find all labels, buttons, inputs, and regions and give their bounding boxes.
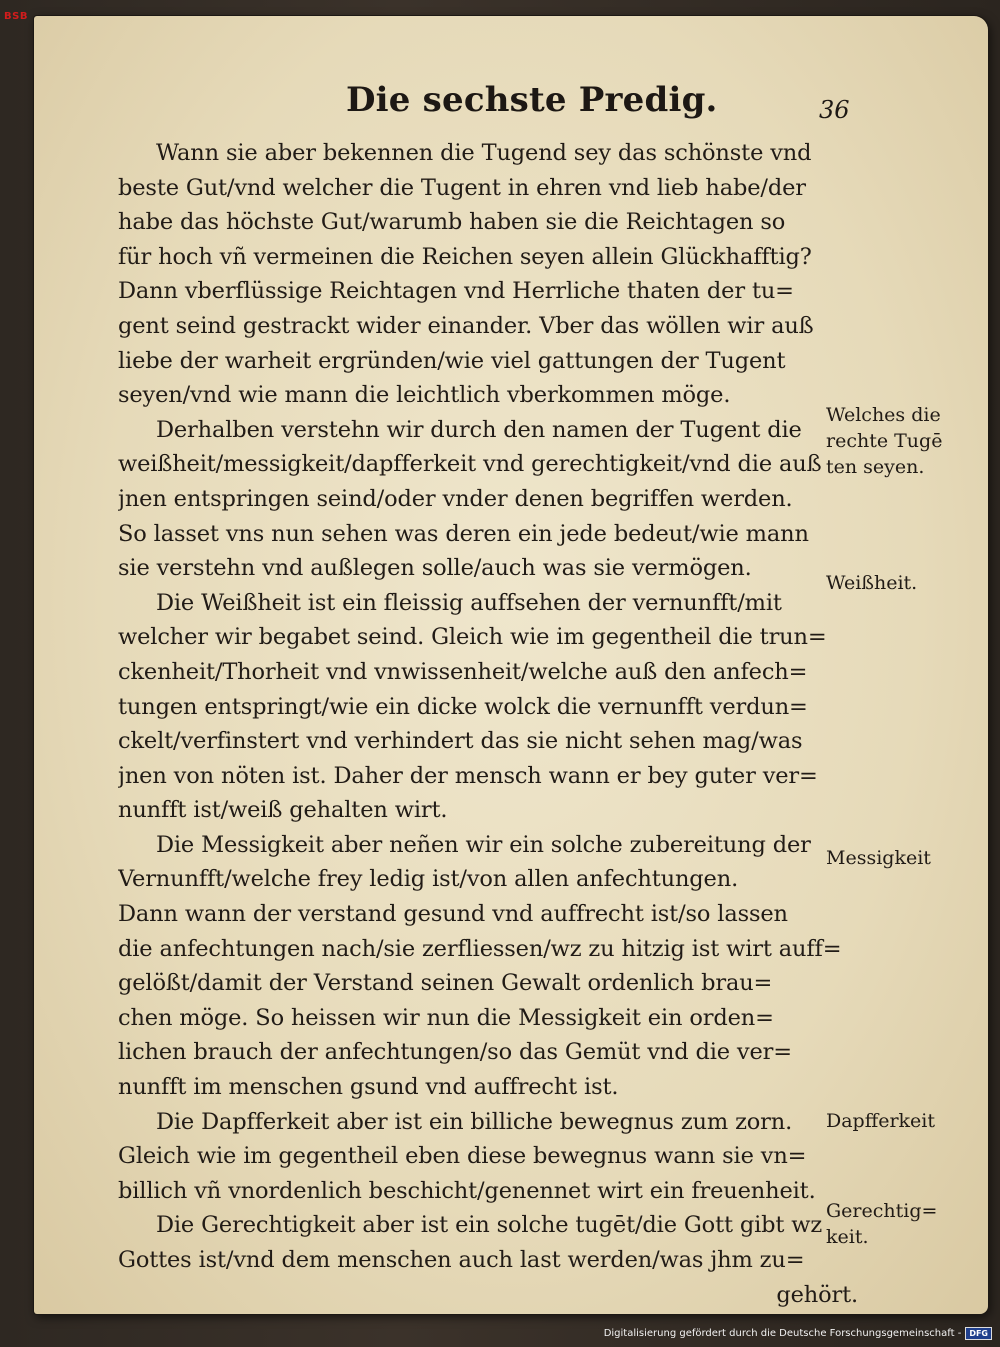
text-line: nunfft ist/weiß gehalten wirt. [118,797,448,824]
text-line: chen möge. So heissen wir nun die Messigkeit ein orden= [118,1004,774,1031]
text-line: Wann sie aber bekennen die Tugend sey das schönste vnd [156,140,812,166]
text-line: billich vñ vnordenlich beschicht/genennet wirt ein freuenheit. [118,1177,816,1204]
text-line: Gleich wie im gegentheil eben diese bewegnus wann sie vn= [118,1143,807,1170]
text-line: sie verstehn vnd außlegen solle/auch was sie vermögen. [118,555,752,582]
text-line: Die Messigkeit aber neñen wir ein solche zubereitung der [156,831,811,858]
funding-credit-text: Digitalisierung gefördert durch die Deutsche Forschungsgemeinschaft - [603,1328,962,1339]
marginal-note: Weißheit. [826,572,918,594]
text-line: nunfft im menschen gsund vnd auffrecht ist. [118,1074,619,1101]
running-title: Die sechste Predig. [346,80,718,120]
body-text [118,136,858,1312]
marginal-note: Gerechtig= keit. [826,1200,938,1248]
text-line: welcher wir begabet seind. Gleich wie im gegentheil die trun= [118,624,827,651]
text-line: für hoch vñ vermeinen die Reichen seyen allein Glückhafftig? [118,243,812,270]
text-line: jnen von nöten ist. Daher der mensch wann er bey guter ver= [118,762,818,789]
text-line: Gottes ist/vnd dem menschen auch last werden/was jhm zu= [118,1247,805,1273]
text-line: Die Weißheit ist ein fleissig auffsehen der vernunfft/mit [156,589,782,616]
bsb-logo: BSB [4,11,28,22]
text-line: gehört. [776,1281,858,1308]
dfg-logo: DFG [965,1327,992,1340]
text-line: gent seind gestrackt wider einander. Vber das wöllen wir auß [118,312,814,339]
text-line: Die Gerechtigkeit aber ist ein solche tugēt/die Gott gibt wz [156,1212,823,1239]
footer-credit [604,1327,992,1340]
text-line: jnen entspringen seind/oder vnder denen begriffen werden. [118,485,793,512]
text-line: seyen/vnd wie mann die leichtlich vberkommen möge. [118,382,731,409]
text-line: die anfechtungen nach/sie zerfliessen/wz zu hitzig ist wirt auff= [118,935,842,962]
text-line: liebe der warheit ergründen/wie viel gattungen der Tugent [118,347,786,374]
text-line: gelößt/damit der Verstand seinen Gewalt ordenlich brau= [118,970,773,997]
text-line: ckelt/verfinstert vnd verhindert das sie nicht sehen mag/was [118,728,803,755]
text-line: Derhalben verstehn wir durch den namen der Tugent die [156,416,802,443]
marginal-note: Messigkeit [826,847,931,869]
text-line: So lasset vns nun sehen was deren ein jede bedeut/wie mann [118,520,809,547]
text-line: weißheit/messigkeit/dapfferkeit vnd gerechtigkeit/vnd die auß [118,451,822,478]
marginal-note: Dapfferkeit [826,1110,936,1132]
text-line: lichen brauch der anfechtungen/so das Gemüt vnd die ver= [118,1039,792,1066]
text-line: ckenheit/Thorheit vnd vnwissenheit/welche auß den anfech= [118,658,808,685]
text-line: Dann wann der verstand gesund vnd auffrecht ist/so lassen [118,901,788,928]
text-line: Dann vberflüssige Reichtagen vnd Herrliche thaten der tu= [118,278,794,305]
text-line: habe das höchste Gut/warumb haben sie die Reichtagen so [118,209,786,236]
page-number: 36 [819,96,850,124]
text-line: tungen entspringt/wie ein dicke wolck die vernunfft verdun= [118,693,808,720]
marginal-note: Welches die rechte Tugē ten seyen. [826,404,943,478]
text-line: beste Gut/vnd welcher die Tugent in ehren vnd lieb habe/der [118,174,806,201]
text-line: Die Dapfferkeit aber ist ein billiche bewegnus zum zorn. [156,1108,793,1135]
text-line: Vernunfft/welche frey ledig ist/von allen anfechtungen. [118,866,739,893]
